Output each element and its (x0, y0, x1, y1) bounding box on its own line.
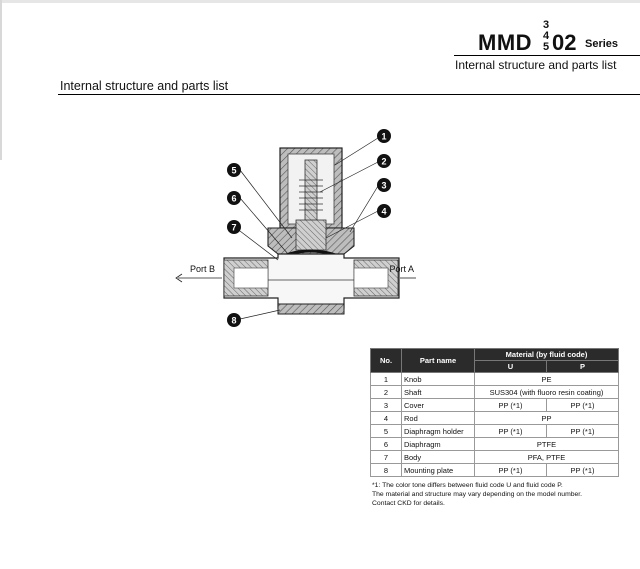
table-row (371, 399, 619, 412)
callout-number: 2 (381, 156, 387, 167)
series-variant-stack (541, 20, 551, 53)
table-row (371, 412, 619, 425)
callout-number: 7 (231, 222, 237, 233)
cell-part-name: Body (402, 451, 475, 464)
callout-number: 6 (231, 193, 237, 204)
mounting-plate-part (278, 304, 344, 314)
series-word: Series (585, 38, 619, 50)
parts-table (370, 348, 619, 477)
table-header-row (371, 349, 619, 361)
table-row (371, 451, 619, 464)
port-b-label: Port B (190, 264, 216, 274)
callout-number: 1 (381, 131, 387, 142)
series-main: MMD (478, 30, 533, 55)
section-title: Internal structure and parts list (60, 79, 229, 93)
callout (227, 163, 241, 177)
cell-no: 3 (371, 399, 402, 412)
cell-no: 7 (371, 451, 402, 464)
header-no: No. (371, 349, 402, 373)
header-u: U (475, 361, 547, 373)
cell-part-name: Mounting plate (402, 464, 475, 477)
cell-part-name: Diaphragm (402, 438, 475, 451)
note-line: Contact CKD for details. (372, 500, 445, 507)
cell-no: 2 (371, 386, 402, 399)
cell-no: 8 (371, 464, 402, 477)
cell-part-name: Diaphragm holder (402, 425, 475, 438)
cell-material-p: PP (*1) (547, 399, 619, 412)
port-a-label: Port A (389, 264, 414, 274)
header-p: P (547, 361, 619, 373)
header-rule (454, 55, 640, 56)
series-variant: 3 (542, 19, 550, 31)
cell-material-p: PP (*1) (547, 464, 619, 477)
header-part-name: Part name (402, 349, 475, 373)
cell-no: 6 (371, 438, 402, 451)
port-b-indicator (176, 264, 222, 282)
table-row (371, 438, 619, 451)
callout (227, 220, 241, 234)
callout (227, 313, 241, 327)
cell-material: PP (475, 412, 619, 425)
note-line: The material and structure may vary depending on the model number. (372, 491, 583, 498)
callout-number: 8 (231, 315, 237, 326)
series-tail: 02 (552, 30, 577, 55)
header-subtitle: Internal structure and parts list (455, 58, 617, 72)
section-rule (58, 94, 640, 95)
callout (377, 204, 391, 218)
body-part (224, 254, 399, 308)
cell-part-name: Rod (402, 412, 475, 425)
callout-number: 4 (381, 206, 387, 217)
callout (227, 191, 241, 205)
cell-part-name: Knob (402, 373, 475, 386)
callout-number: 5 (231, 165, 237, 176)
left-border (0, 0, 2, 160)
notes (372, 481, 632, 508)
series-variant: 4 (542, 30, 550, 42)
cell-material-u: PP (*1) (475, 399, 547, 412)
cell-material: PTFE (475, 438, 619, 451)
cell-no: 4 (371, 412, 402, 425)
table-row (371, 373, 619, 386)
cell-material-u: PP (*1) (475, 425, 547, 438)
callout (377, 154, 391, 168)
cell-material-u: PP (*1) (475, 464, 547, 477)
cell-part-name: Cover (402, 399, 475, 412)
cell-material: PFA, PTFE (475, 451, 619, 464)
series-title (418, 20, 618, 56)
top-border (0, 0, 640, 3)
table-row (371, 386, 619, 399)
table-body (371, 373, 619, 477)
cell-no: 5 (371, 425, 402, 438)
table-row (371, 425, 619, 438)
cell-material: SUS304 (with fluoro resin coating) (475, 386, 619, 399)
note-line: *1: The color tone differs between fluid code U and fluid code P. (372, 482, 563, 489)
cell-part-name: Shaft (402, 386, 475, 399)
callout-number: 3 (381, 180, 387, 191)
valve-cross-section-diagram (160, 120, 420, 330)
callout (377, 178, 391, 192)
rod-part (296, 220, 326, 250)
cell-material-p: PP (*1) (547, 425, 619, 438)
table-row (371, 464, 619, 477)
series-variant: 5 (542, 41, 550, 53)
cell-no: 1 (371, 373, 402, 386)
callout (377, 129, 391, 143)
cell-material: PE (475, 373, 619, 386)
header-material: Material (by fluid code) (475, 349, 619, 361)
